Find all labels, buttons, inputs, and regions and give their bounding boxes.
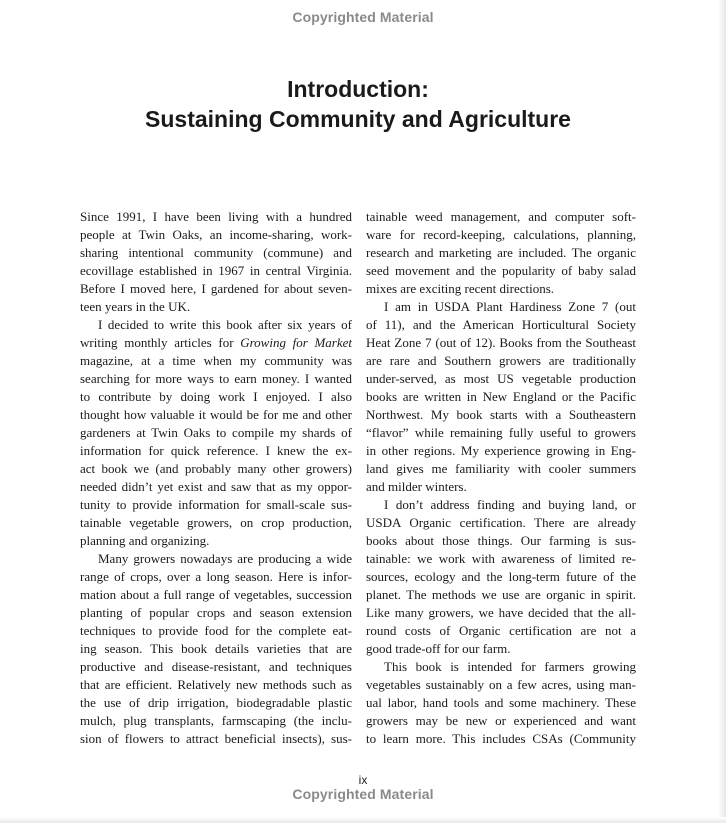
text-line: teen years in the UK. <box>80 299 191 314</box>
text-line: productive and disease-resistant, and techniques <box>80 659 352 674</box>
text-line: books about those things. Our farming is sus- <box>366 533 636 548</box>
text-line: planting of popular crops and season extension <box>80 605 352 620</box>
text-line: This book is intended for farmers growing <box>384 659 636 674</box>
text-line: “flavor” while remaining fully useful to growers <box>366 425 636 440</box>
text-line: ware for record-keeping, calculations, planning, <box>366 227 636 242</box>
text-line: Heat Zone 7 (out of 12). Books from the Southeast <box>366 335 636 350</box>
text-line <box>80 334 352 352</box>
right-text-column <box>366 208 636 748</box>
text-line: mulch, plug transplants, farmscaping (the inclu- <box>80 713 352 728</box>
text-line: ing season. This book details varieties that are <box>80 641 352 656</box>
text-line: to contribute by doing work I enjoyed. I also <box>80 389 352 404</box>
text-line: under-served, as most US vegetable production <box>366 371 636 386</box>
copyright-footer: Copyrighted Material <box>292 786 434 802</box>
text-line: Before I moved here, I gardened for about seven- <box>80 281 352 296</box>
text-line: round costs of Organic certification are not a <box>366 623 636 638</box>
copyright-header: Copyrighted Material <box>292 9 434 25</box>
text-line: seed movement and the popularity of baby salad <box>366 263 636 278</box>
text-line: ecovillage established in 1967 in central Virginia. <box>80 263 352 278</box>
text-line: books are written in New England or the Pacific <box>366 389 636 404</box>
page-number: ix <box>358 773 368 787</box>
text-line: Since 1991, I have been living with a hundred <box>80 209 352 224</box>
chapter-subtitle: Sustaining Community and Agriculture <box>145 106 571 132</box>
text-line: information for quick reference. I knew the ex- <box>80 443 352 458</box>
text-line: the use of drip irrigation, biodegradable plastic <box>80 695 352 710</box>
text-fragment: writing monthly articles for <box>80 335 241 350</box>
text-line: tainable: we work with awareness of limited re- <box>366 551 636 566</box>
text-line: mation about a full range of vegetables, succession <box>80 587 352 602</box>
text-line: tainable vegetable growers, on crop production, <box>80 515 352 530</box>
text-line: sion of flowers to attract beneficial insects), sus- <box>80 731 352 746</box>
chapter-title: Introduction: <box>287 76 429 102</box>
text-line: sources, ecology and the long-term future of the <box>366 569 636 584</box>
text-line: act book we (and probably many other growers) <box>80 461 352 476</box>
text-line: I don’t address finding and buying land, or <box>384 497 636 512</box>
text-line: planet. The methods we use are organic in spirit. <box>366 587 636 602</box>
text-line: planning and organizing. <box>80 533 210 548</box>
text-line: Many growers nowadays are producing a wide <box>98 551 352 566</box>
text-line: Northwest. My book starts with a Southeastern <box>366 407 636 422</box>
italic-title: Growing for Market <box>240 335 352 350</box>
page-edge-shadow-bottom <box>0 817 726 823</box>
text-line: thought how valuable it would be for me and other <box>80 407 352 422</box>
text-line: I decided to write this book after six years of <box>98 317 352 332</box>
text-line: magazine, at a time when my community was <box>80 353 352 368</box>
text-line: research and marketing are included. The organic <box>366 245 636 260</box>
text-line: sharing intentional community (commune) and <box>80 245 352 260</box>
text-line: land gives me familiarity with cooler summers <box>366 461 636 476</box>
text-line: of 11), and the American Horticultural Society <box>366 317 636 332</box>
text-line: USDA Organic certification. There are already <box>366 515 636 530</box>
text-line: to learn more. This includes CSAs (Community <box>366 731 636 746</box>
text-line: Like many growers, we have decided that the all- <box>366 605 636 620</box>
left-text-column <box>80 208 352 748</box>
text-line: are rare and Southern growers are traditionally <box>366 353 636 368</box>
text-line: searching for more ways to earn money. I wanted <box>80 371 352 386</box>
text-line: needed didn’t yet exist and saw that as my oppor- <box>80 479 352 494</box>
text-line: good trade-off for our farm. <box>366 641 511 656</box>
text-line: gardeners at Twin Oaks to compile my shards of <box>80 425 352 440</box>
text-line: people at Twin Oaks, an income-sharing, work- <box>80 227 352 242</box>
text-line: I am in USDA Plant Hardiness Zone 7 (out <box>384 299 636 314</box>
text-line: that are efficient. Relatively new methods such as <box>80 677 352 692</box>
text-line: range of crops, over a long season. Here is infor- <box>80 569 352 584</box>
text-line: techniques to provide food for the complete eat- <box>80 623 352 638</box>
text-line: mixes are exciting recent directions. <box>366 281 555 296</box>
page-edge-shadow-right <box>718 0 726 823</box>
text-line: tainable weed management, and computer soft- <box>366 209 636 224</box>
text-line: growers may be new or experienced and want <box>366 713 636 728</box>
text-line: tunity to provide information for small-scale sus- <box>80 497 352 512</box>
text-line: ual labor, hand tools and some machinery. These <box>366 695 636 710</box>
text-line: vegetables sustainably on a few acres, using man- <box>366 677 636 692</box>
text-line: and milder winters. <box>366 479 467 494</box>
text-line: in other regions. My experience growing in Eng- <box>366 443 636 458</box>
